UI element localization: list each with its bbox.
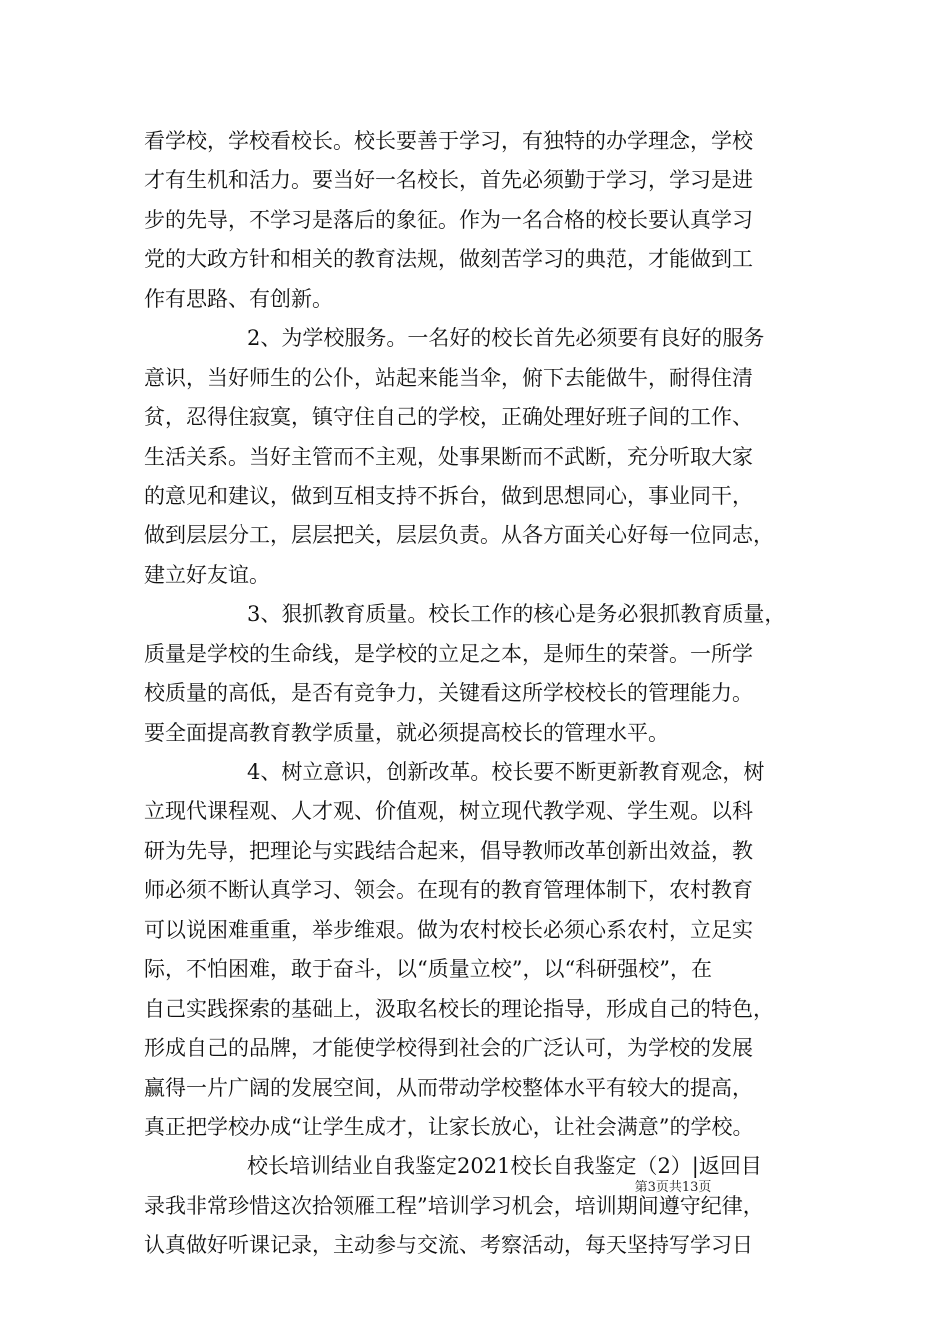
text-line: 意识，当好师生的公仆，站起来能当伞，俯下去能做牛，耐得住清 <box>144 365 753 390</box>
text-line: 2、为学校服务。一名好的校长首先必须要有良好的服务 <box>247 326 765 351</box>
text-line: 作有思路、有创新。 <box>144 286 333 311</box>
text-line: 的意见和建议，做到互相支持不拆台，做到思想同心，事业同干， <box>144 483 753 508</box>
text-line: 可以说困难重重，举步维艰。做为农村校长必须心系农村，立足实 <box>144 917 753 942</box>
text-line: 认真做好听课记录，主动参与交流、考察活动，每天坚持写学习日 <box>144 1233 753 1258</box>
page-number-footer: 第3页共13页 <box>634 1180 712 1195</box>
text-line: 质量是学校的生命线，是学校的立足之本，是师生的荣誉。一所学 <box>144 641 753 666</box>
text-line: 贫，忍得住寂寞，镇守住自己的学校，正确处理好班子间的工作、 <box>144 405 753 430</box>
text-line: 校长培训结业自我鉴定2021校长自我鉴定（2）|返回目 <box>247 1154 762 1179</box>
text-line: 录我非常珍惜这次拾领雁工程”培训学习机会，培训期间遵守纪律， <box>144 1193 764 1218</box>
text-line: 3、狠抓教育质量。校长工作的核心是务必狠抓教育质量， <box>247 602 786 627</box>
text-line: 步的先导，不学习是落后的象征。作为一名合格的校长要认真学习 <box>144 207 753 232</box>
text-line: 看学校，学校看校长。校长要善于学习，有独特的办学理念，学校 <box>144 129 753 153</box>
text-line: 建立好友谊。 <box>144 562 270 587</box>
text-line: 际，不怕困难，敢于奋斗，以“质量立校”，以“科研强校”，在 <box>144 957 712 982</box>
text-line: 形成自己的品牌，才能使学校得到社会的广泛认可，为学校的发展 <box>144 1036 753 1061</box>
text-line: 做到层层分工，层层把关，层层负责。从各方面关心好每一位同志， <box>144 523 774 548</box>
body-text <box>144 122 824 1266</box>
text-line: 才有生机和活力。要当好一名校长，首先必须勤于学习，学习是进 <box>144 168 753 193</box>
text-line: 立现代课程观、人才观、价值观，树立现代教学观、学生观。以科 <box>144 799 753 824</box>
text-line: 生活关系。当好主管而不主观，处事果断而不武断，充分听取大家 <box>144 444 753 469</box>
text-line: 要全面提高教育教学质量，就必须提高校长的管理水平。 <box>144 720 669 745</box>
text-line: 校质量的高低，是否有竞争力，关键看这所学校校长的管理能力。 <box>144 681 753 706</box>
text-line: 真正把学校办成“让学生成才，让家长放心，让社会满意”的学校。 <box>144 1114 754 1139</box>
text-line: 党的大政方针和相关的教育法规，做刻苦学习的典范，才能做到工 <box>144 247 753 272</box>
text-line: 4、树立意识，创新改革。校长要不断更新教育观念，树 <box>247 760 765 784</box>
text-line: 自己实践探索的基础上，汲取名校长的理论指导，形成自己的特色， <box>144 996 774 1021</box>
text-line: 研为先导，把理论与实践结合起来，倡导教师改革创新出效益，教 <box>144 838 753 863</box>
text-line: 师必须不断认真学习、领会。在现有的教育管理体制下，农村教育 <box>144 878 753 903</box>
text-line: 赢得一片广阔的发展空间，从而带动学校整体水平有较大的提高， <box>144 1075 753 1100</box>
